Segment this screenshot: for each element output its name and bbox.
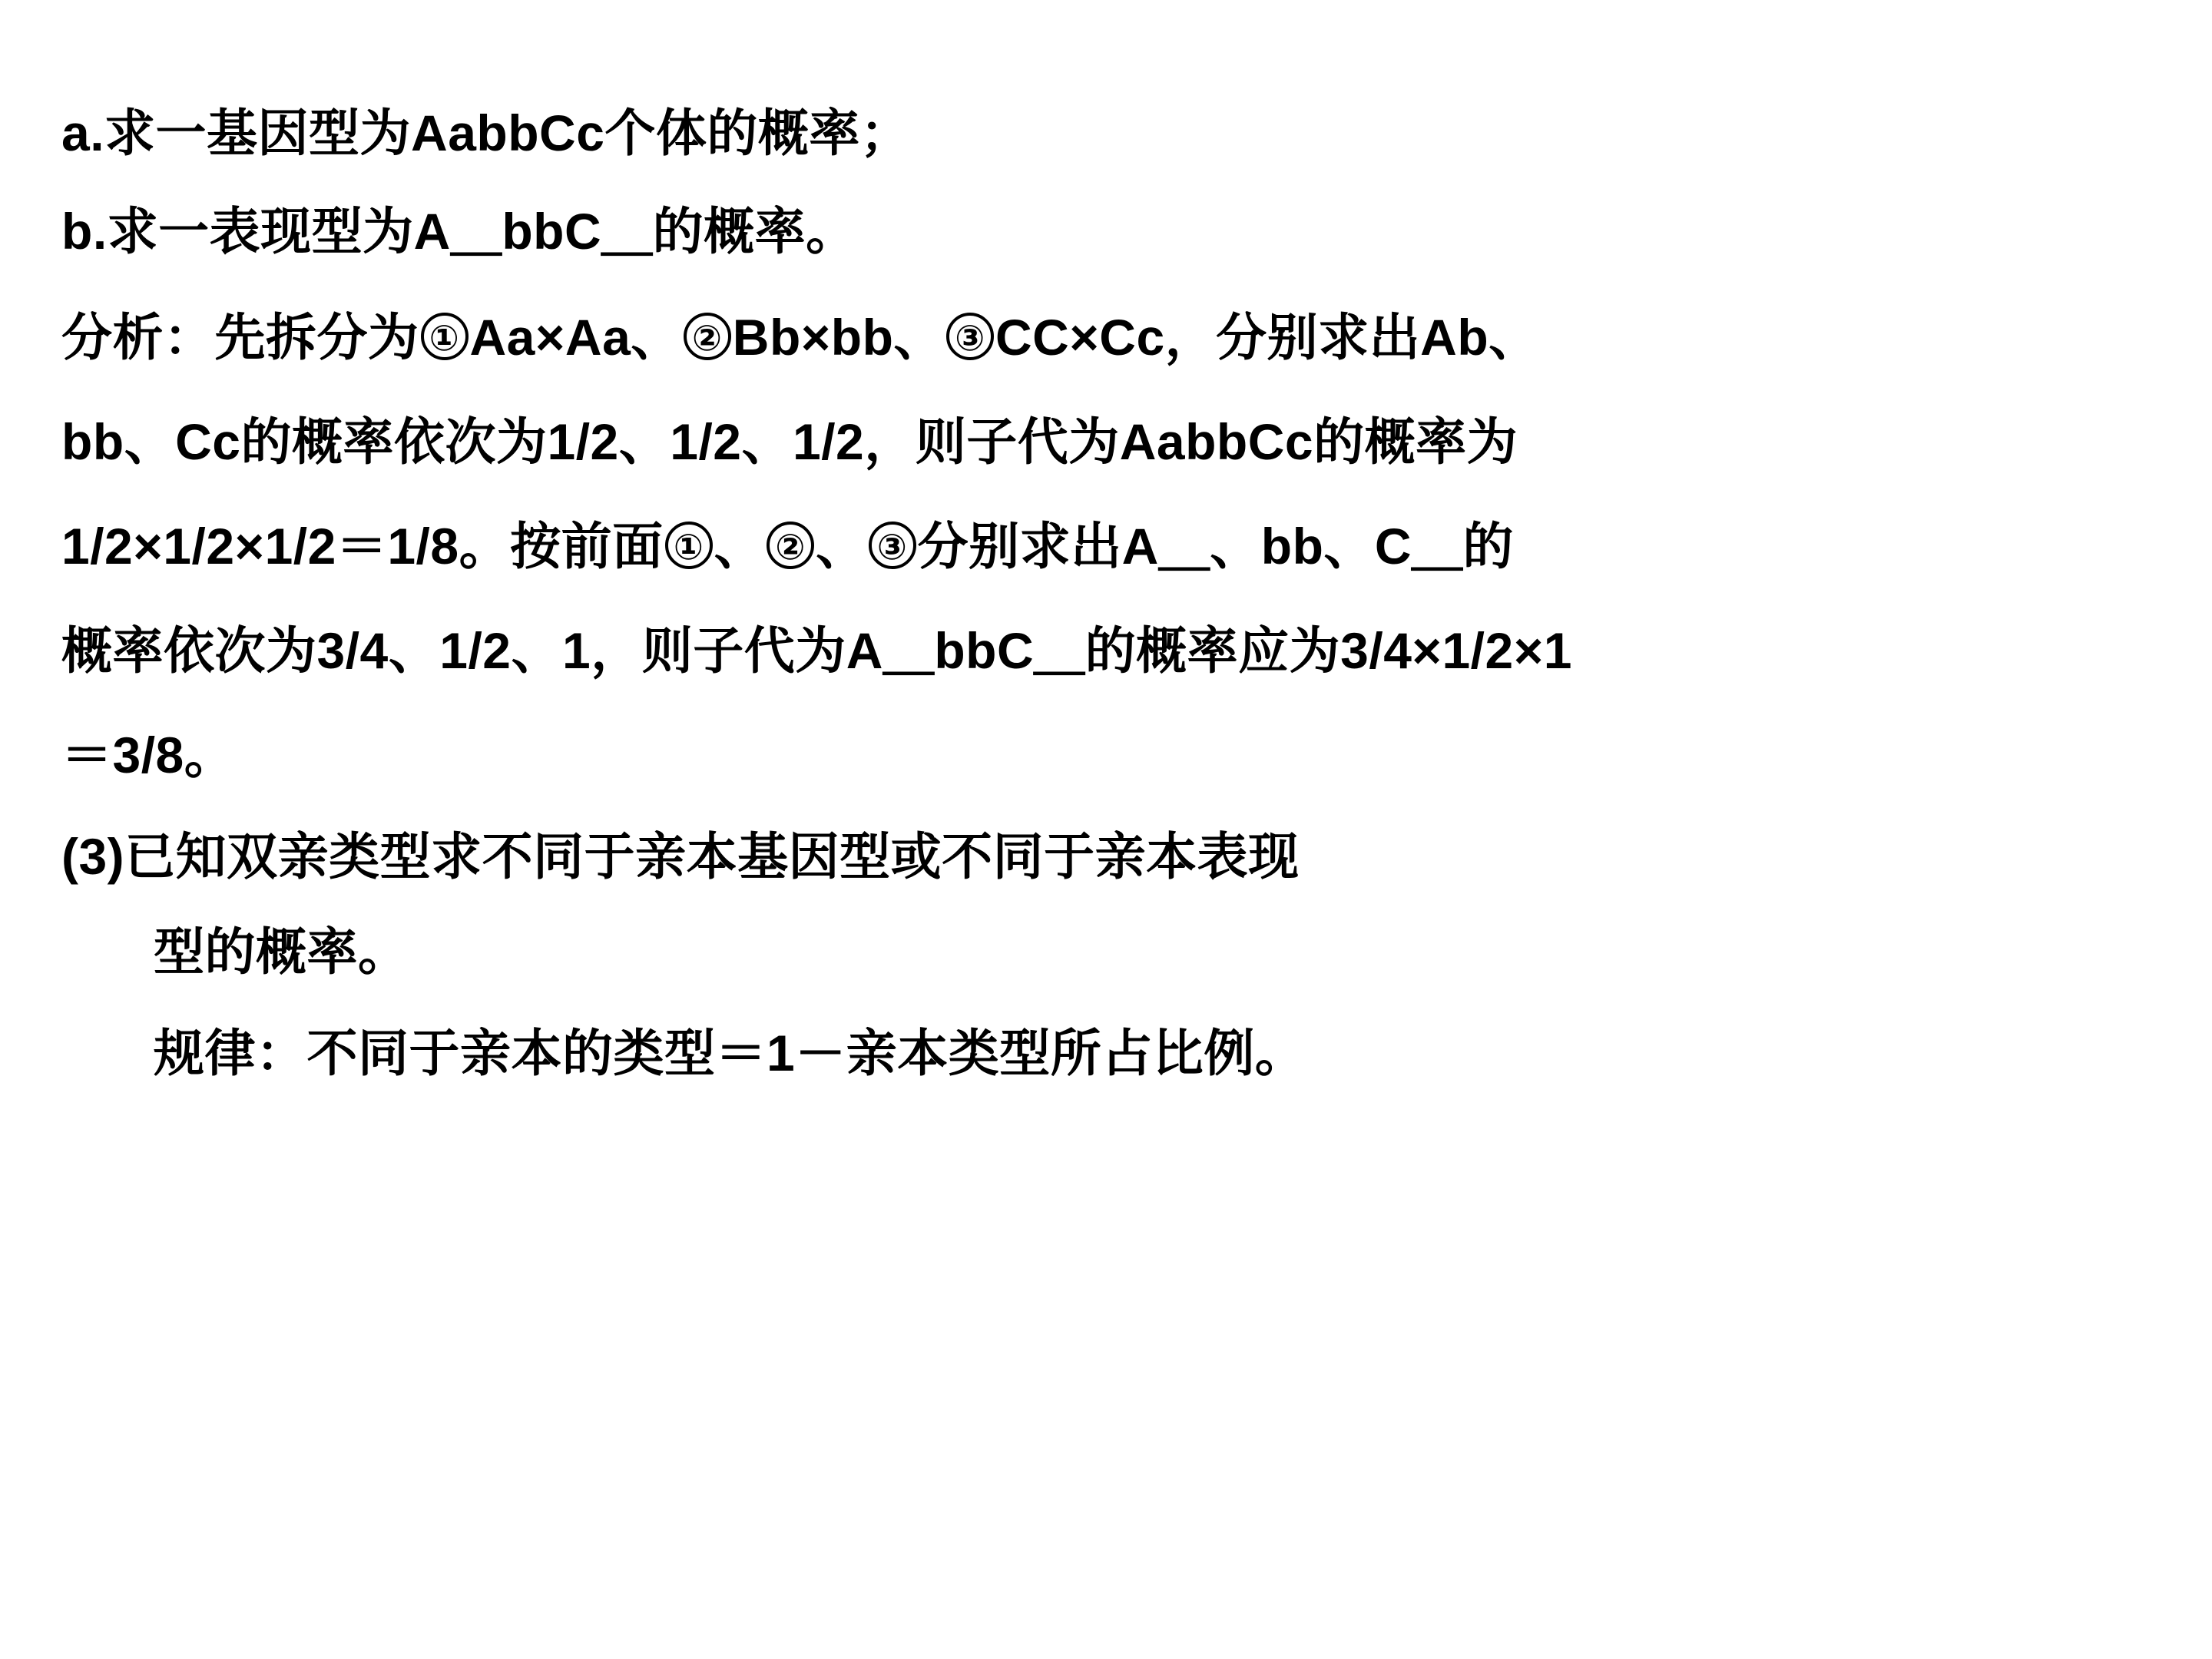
analysis-prefix: 分析：先拆分为 — [61, 309, 419, 366]
circled-number-three-repeat: ③ — [869, 522, 916, 569]
analysis3-sep-2: 、 — [816, 518, 867, 575]
analysis-cross-2: Bb×bb、 — [732, 309, 945, 366]
text-line-analysis-4: 概率依次为3/4、1/2、1，则子代为A＿bbC＿的概率应为3/4×1/2×1 — [61, 622, 1572, 679]
analysis3-tail: 分别求出A＿、bb、C＿的 — [917, 518, 1515, 575]
text-line-rule: 规律：不同于亲本的类型＝1－亲本类型所占比例。 — [154, 1025, 1306, 1081]
analysis3-prefix: 1/2×1/2×1/2＝1/8。按前面 — [61, 518, 664, 575]
circled-number-three: ③ — [946, 313, 994, 360]
text-line-analysis-2: bb、Cc的概率依次为1/2、1/2、1/2，则子代为AabbCc的概率为 — [61, 413, 1518, 470]
analysis3-sep-1: 、 — [714, 518, 766, 575]
analysis-cross-1: Aa×Aa、 — [469, 309, 682, 366]
text-line-analysis-1 — [61, 309, 2128, 366]
circled-number-two: ② — [684, 313, 731, 360]
circled-number-two-repeat: ② — [767, 522, 814, 569]
text-line-point-3-continued: 型的概率。 — [154, 923, 409, 980]
circled-number-one: ① — [421, 313, 469, 360]
text-line-analysis-3 — [61, 518, 2128, 575]
text-line-point-3: (3)已知双亲类型求不同于亲本基因型或不同于亲本表现 — [61, 828, 1300, 885]
text-line-item-a: a.求一基因型为AabbCc个体的概率； — [61, 104, 912, 161]
text-line-item-b: b.求一表现型为A＿bbC＿的概率。 — [61, 203, 857, 260]
circled-number-one-repeat: ① — [665, 522, 713, 569]
text-line-analysis-5: ＝3/8。 — [61, 727, 236, 783]
analysis-cross-3: CC×Cc，分别求出Ab、 — [995, 309, 1540, 366]
